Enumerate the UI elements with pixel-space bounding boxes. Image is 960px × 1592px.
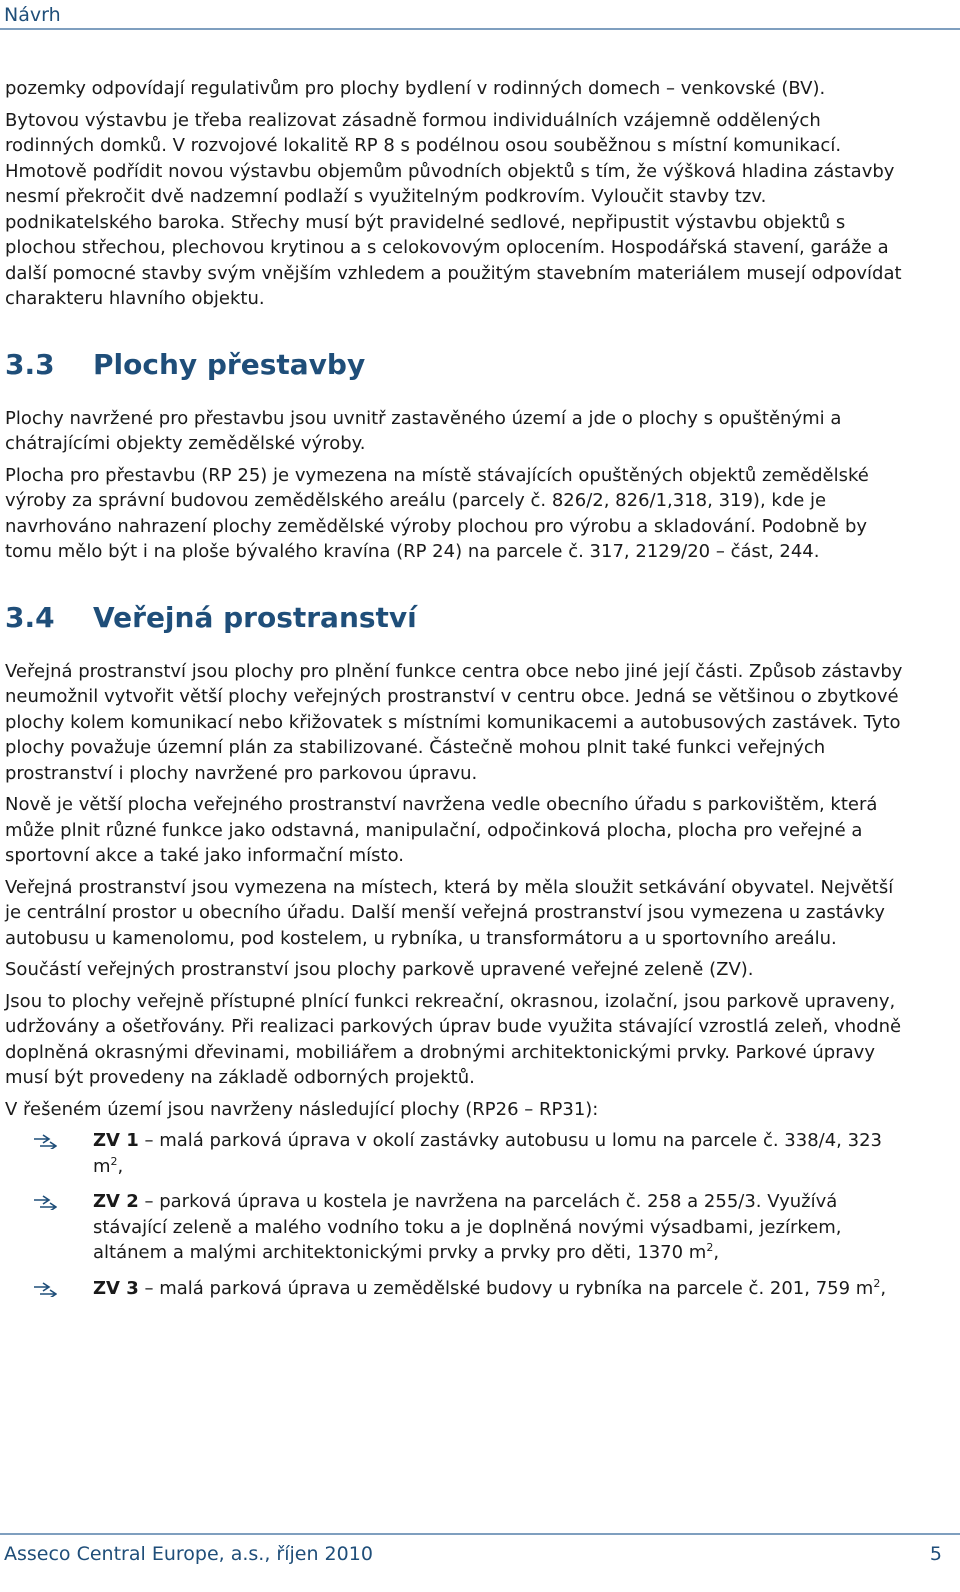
zv-tail: , [713,1242,720,1263]
page-header [0,0,960,32]
stepped-arrow-bullet-icon [33,1133,57,1149]
header-rule [0,28,960,30]
zv-tail: , [880,1277,887,1299]
section-number: 3.4 [5,600,55,634]
zv-list [5,1128,915,1301]
stepped-arrow-bullet-icon [33,1194,57,1210]
section-3-3-paragraph-1: Plochy navržené pro přestavbu jsou uvnitř zastavěného území a jde o plochy s opuštěnými a chátrajícími objekty zemědělské výroby. [5,407,842,454]
superscript: 2 [110,1154,118,1168]
page-footer [0,1533,960,1592]
footer-rule [0,1533,960,1535]
superscript: 2 [873,1276,881,1290]
list-item [5,1276,915,1302]
section-3-4-paragraph-4: Součástí veřejných prostranství jsou plochy parkově upravené veřejné zeleně (ZV). [5,959,754,980]
document-body [5,76,915,1311]
section-3-4-paragraph-2: Nově je větší plocha veřejného prostranství navržena vedle obecního úřadu s parkovištěm, která může plnit různé funkce jako odstavná, manipulační, odpočinková plocha, plocha pro veřejné a sportovní akce a také jako informační místo. [5,794,878,866]
zv-text: – malá parková úprava u zemědělské budovy u rybníka na parcele č. 201, 759 m [138,1277,874,1299]
page-number: 5 [929,1543,942,1565]
section-3-4-paragraph-5: Jsou to plochy veřejně přístupné plnící funkci rekreační, okrasnou, izolační, jsou parkově upraveny, udržovány a ošetřovány. Při realizaci parkových úprav bude využita stávající vzrostlá zeleň, vhodně doplněná okrasnými dřevinami, mobiliářem a drobnými architektonickými prvky. Parkové úpravy musí být provedeny na základě odborných projektů. [5,990,902,1088]
zv-code: ZV 1 [93,1130,139,1151]
section-heading-3-3 [5,348,915,382]
section-title: Plochy přestavby [93,347,366,381]
list-item [5,1189,915,1266]
section-3-4-paragraph-3: Veřejná prostranství jsou vymezena na místech, která by měla sloužit setkávání obyvatel. Největší je centrální prostor u obecního úřadu. Další menší veřejná prostranství jsou vymezena u zastávky autobusu u kamenolomu, pod kostelem, u rybníka, u transformátoru a u sportovního areálu. [5,876,894,949]
zv-tail: , [117,1155,124,1177]
footer-company-date: Asseco Central Europe, a.s., říjen 2010 [4,1543,373,1565]
superscript: 2 [706,1241,714,1254]
list-item [5,1128,915,1179]
intro-paragraph-1: pozemky odpovídají regulativům pro plochy bydlení v rodinných domech – venkovské (BV). [5,78,826,99]
zv-code: ZV 3 [93,1277,139,1299]
section-title: Veřejná prostranství [93,600,417,634]
zv-code: ZV 2 [93,1191,139,1212]
intro-paragraph-2: Bytovou výstavbu je třeba realizovat zásadně formou individuálních vzájemně oddělených rodinných domků. V rozvojové lokalitě RP 8 s podélnou osou souběžnou s místní komunikací. Hmotově podřídit novou výstavbu objemům původních objektů s tím, že výšková hladina zástavby nesmí překročit dvě nadzemní podlaží s využitelným podkrovím. Vyloučit stavby tzv. podnikatelského baroka. Střechy musí být pravidelné sedlové, nepřipustit výstavbu objektů s plochou střechou, plechovou krytinou a s celokovovým oplocením. Hospodářská stavení, garáže a další pomocné stavby svým vnějším vzhledem a použitým stavebním materiálem musejí odpovídat charakteru hlavního objektu. [5,109,902,309]
section-3-3-paragraph-2: Plocha pro přestavbu (RP 25) je vymezena na místě stávajících opuštěných objektů zemědělské výroby za správní budovou zemědělského areálu (parcely č. 826/2, 826/1,318, 319), kde je navrhováno nahrazení plochy zemědělské výroby plochou pro výrobu a skladování. Podobně by tomu mělo být i na ploše bývalého kravína (RP 24) na parcele č. 317, 2129/20 – část, 244. [5,464,869,562]
zv-text: – malá parková úprava v okolí zastávky autobusu u lomu na parcele č. 338/4, 323 m [93,1130,882,1177]
section-3-4-paragraph-6: V řešeném území jsou navrženy následující plochy (RP26 – RP31): [5,1098,599,1120]
stepped-arrow-bullet-icon [33,1281,57,1297]
zv-text: – parková úprava u kostela je navržena na parcelách č. 258 a 255/3. Využívá stávající zeleně a malého vodního toku a je doplněná novými výsadbami, jezírkem, altánem a malými architektonickými prvky a prvky pro děti, 1370 m [93,1191,842,1263]
section-heading-3-4 [5,601,915,635]
section-3-4-paragraph-1: Veřejná prostranství jsou plochy pro plnění funkce centra obce nebo jiné její části. Způsob zástavby neumožnil vytvořit větší plochy veřejných prostranství v centru obce. Jedná se většinou o zbytkové plochy kolem komunikací nebo křižovatek s místními komunikacemi a autobusových zastávek. Tyto plochy považuje územní plán za stabilizované. Částečně mohou plnit také funkci veřejných prostranství i plochy navržené pro parkovou úpravu. [5,660,903,784]
header-title: Návrh [4,4,61,26]
section-number: 3.3 [5,347,55,381]
